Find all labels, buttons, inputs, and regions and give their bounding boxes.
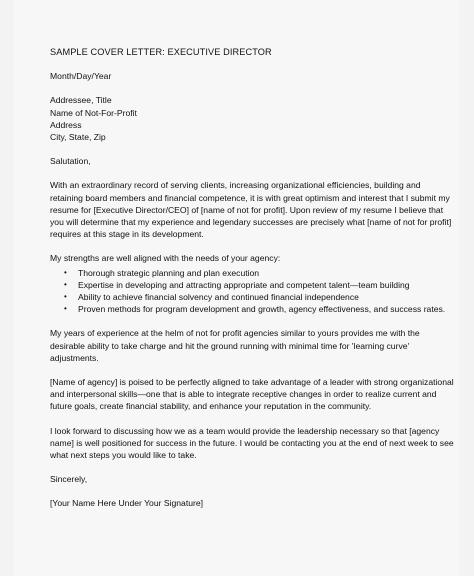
paragraph-line: I look forward to discussing how we as a team would provide the leadership necessary so that [agency (50, 425, 440, 436)
letter-title: SAMPLE COVER LETTER: EXECUTIVE DIRECTOR (50, 47, 272, 57)
closing-paragraph (50, 425, 455, 462)
strengths-intro: My strengths are well aligned with the needs of your agency: (50, 253, 281, 264)
signature (50, 497, 455, 509)
strengths-section (50, 252, 455, 315)
signature-text: [Your Name Here Under Your Signature] (50, 498, 204, 509)
address-line: Addressee, Title (50, 95, 112, 106)
list-item-text: Expertise in developing and attracting appropriate and competent talent—team building (78, 279, 410, 290)
list-item (50, 267, 455, 279)
intro-paragraph (50, 179, 455, 240)
address-line: Address (50, 119, 82, 130)
date-text: Month/Day/Year (50, 71, 112, 82)
address-line: Name of Not-For-Profit (50, 107, 137, 118)
bullet-icon: • (64, 267, 67, 277)
experience-paragraph (50, 327, 455, 364)
list-item-text: Ability to achieve financial solvency and continued financial independence (78, 292, 359, 303)
paragraph-line: [Name of agency] is poised to be perfectly aligned to take advantage of a leader with strong organizational (50, 377, 454, 388)
salutation (50, 155, 455, 167)
signoff-text: Sincerely, (50, 474, 88, 485)
letter-sheet (14, 0, 459, 576)
list-item (50, 279, 455, 291)
letter-content (50, 46, 455, 522)
paragraph-line: requires at this stage in its development. (50, 229, 204, 240)
list-item-text: Thorough strategic planning and plan execution (78, 267, 260, 278)
bullet-icon: • (64, 292, 67, 302)
list-item-text: Proven methods for program development and growth, agency effectiveness, and success rates. (78, 304, 446, 315)
salutation-text: Salutation, (50, 156, 91, 167)
address-line: City, State, Zip (50, 132, 106, 143)
signoff (50, 473, 455, 485)
paragraph-line: you will determine that my experience and legendary successes are precisely what [name of not for profit] (50, 217, 452, 228)
paragraph-line: what next steps you would like to take. (50, 450, 197, 461)
list-item (50, 303, 455, 315)
agency-paragraph (50, 376, 455, 413)
list-item (50, 291, 455, 303)
recipient-address (50, 94, 455, 143)
paragraph-line: desirable ability to take charge and hit the ground running with minimal time for 'learning curve' (50, 340, 410, 351)
paragraph-line: retaining board members and financial competence, it is with great optimism and interest that I submit my (50, 192, 450, 203)
paragraph-line: adjustments. (50, 352, 99, 363)
paragraph-line: and interpersonal skills—one that is able to integrate receptive changes in order to realize current and (50, 389, 437, 400)
letter-date (50, 70, 455, 82)
paragraph-line: resume for [Executive Director/CEO] of [name of not for profit]. Upon review of my resume I believe that (50, 204, 444, 215)
paragraph-line: future goals, create financial stability, and enhance your reputation in the community. (50, 401, 372, 412)
paragraph-line: With an extraordinary record of serving clients, increasing organizational efficiencies, building and (50, 180, 421, 191)
bullet-icon: • (64, 304, 67, 314)
paragraph-line: name] is well positioned for success in the future. I would be contacting you at the end of next week to see (50, 437, 454, 448)
strengths-list (50, 267, 455, 316)
bullet-icon: • (64, 279, 67, 289)
paragraph-line: My years of experience at the helm of not for profit agencies similar to yours provides me with the (50, 328, 420, 339)
